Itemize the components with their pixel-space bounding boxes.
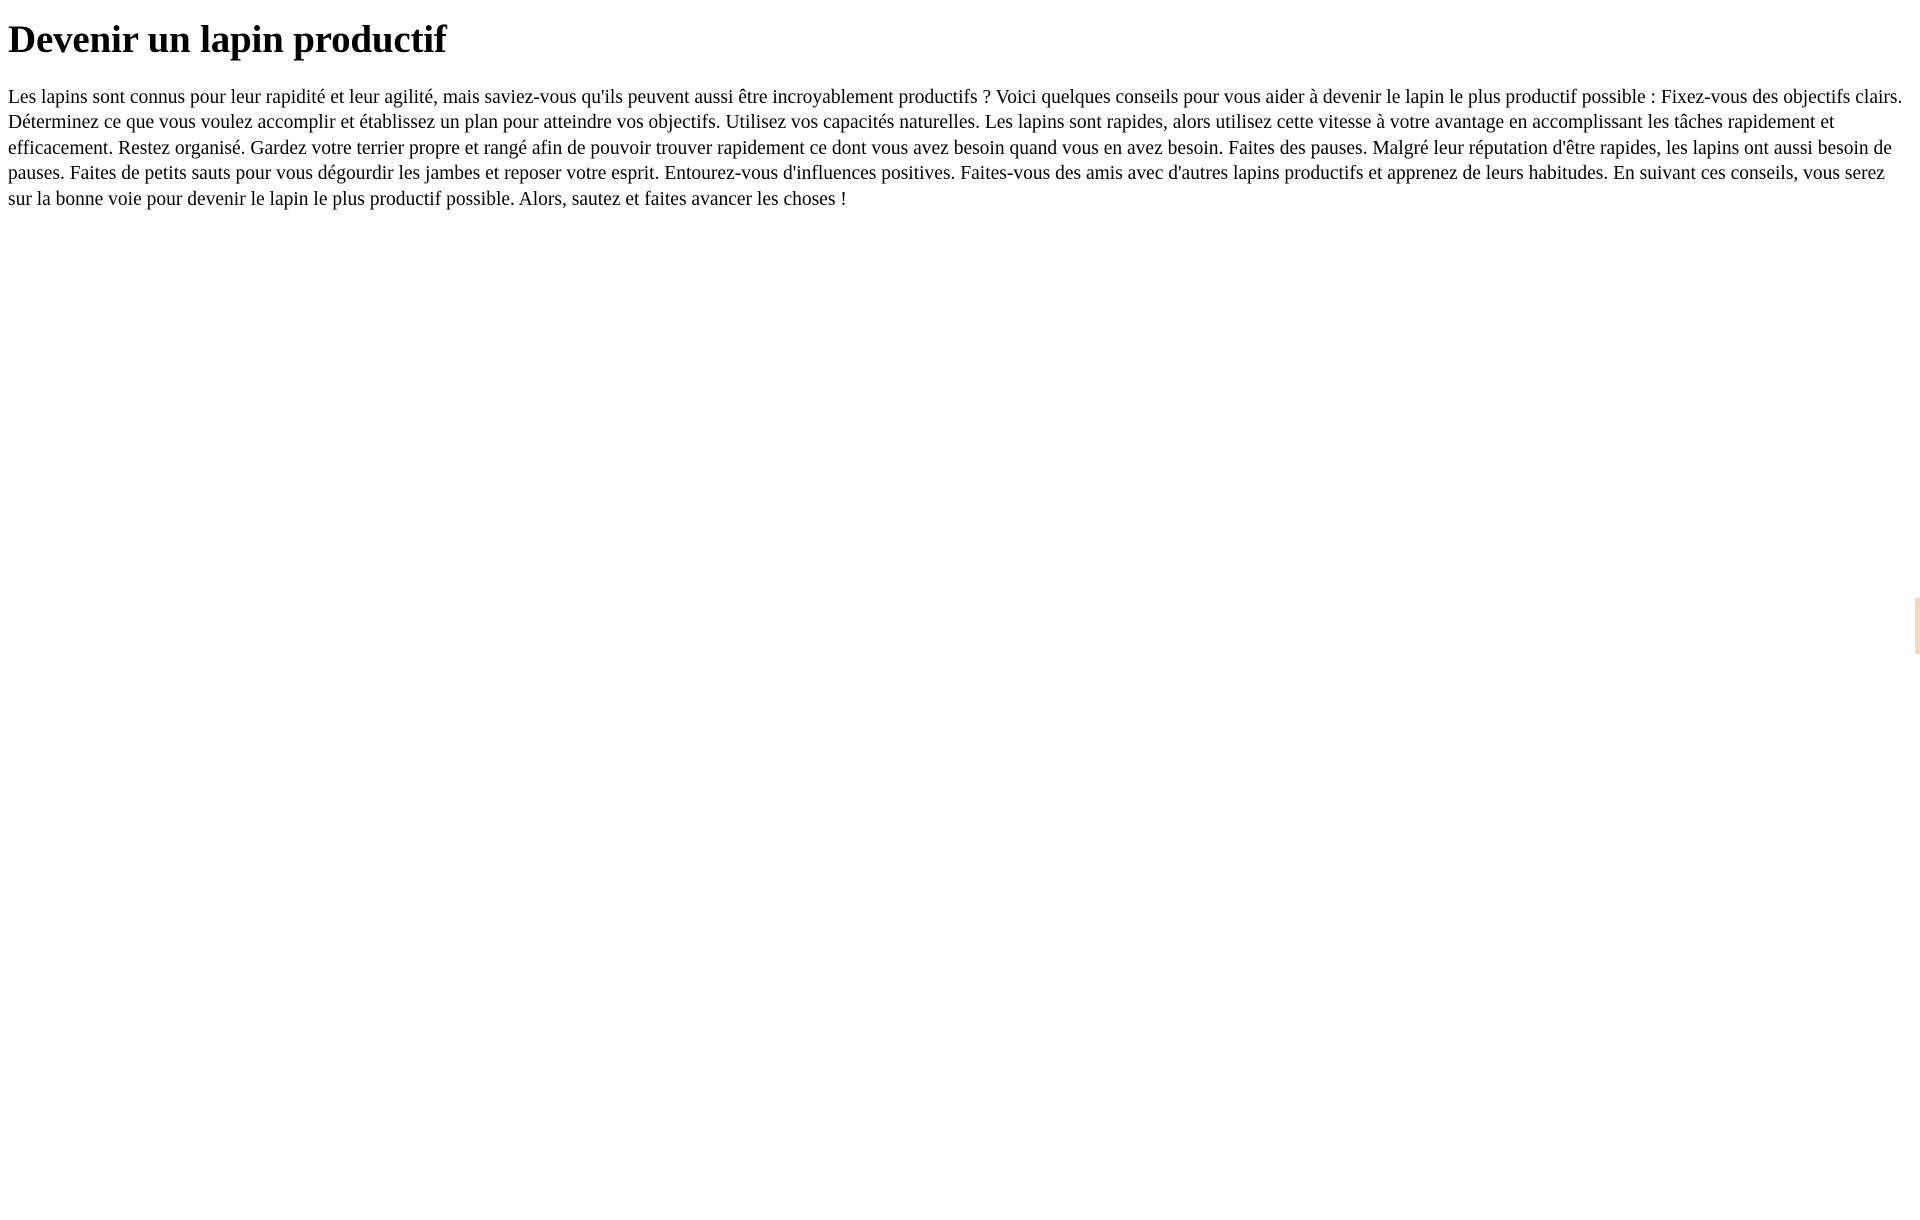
document-body-paragraph: Les lapins sont connus pour leur rapidité et leur agilité, mais saviez-vous qu'ils peuvent aussi être incroyablement productifs ? Voici quelques conseils pour vous aider à devenir le lapin le plus productif possible : Fixez-vous des objectifs clairs. Déterminez ce que vous voulez accomplir et établissez un plan pour atteindre vos objectifs. Utilisez vos capacités naturelles. Les lapins sont rapides, alors utilisez cette vitesse à votre avantage en accomplissant les tâches rapidement et efficacement. Restez organisé. Gardez votre terrier propre et rangé afin de pouvoir trouver rapidement ce dont vous avez besoin quand vous en avez besoin. Faites des pauses. Malgré leur réputation d'être rapides, les lapins ont aussi besoin de pauses. Faites de petits sauts pour vous dégourdir les jambes et reposer votre esprit. Entourez-vous d'influences positives. Faites-vous des amis avec d'autres lapins productifs et apprenez de leurs habitudes. En suivant ces conseils, vous serez sur la bonne voie pour devenir le lapin le plus productif possible. Alors, sautez et faites avancer les choses ! — [8, 86, 1903, 210]
page-title: Devenir un lapin productif — [8, 18, 447, 61]
vertical-scrollbar-thumb[interactable] — [1915, 598, 1920, 654]
document-page — [0, 20, 1920, 1220]
